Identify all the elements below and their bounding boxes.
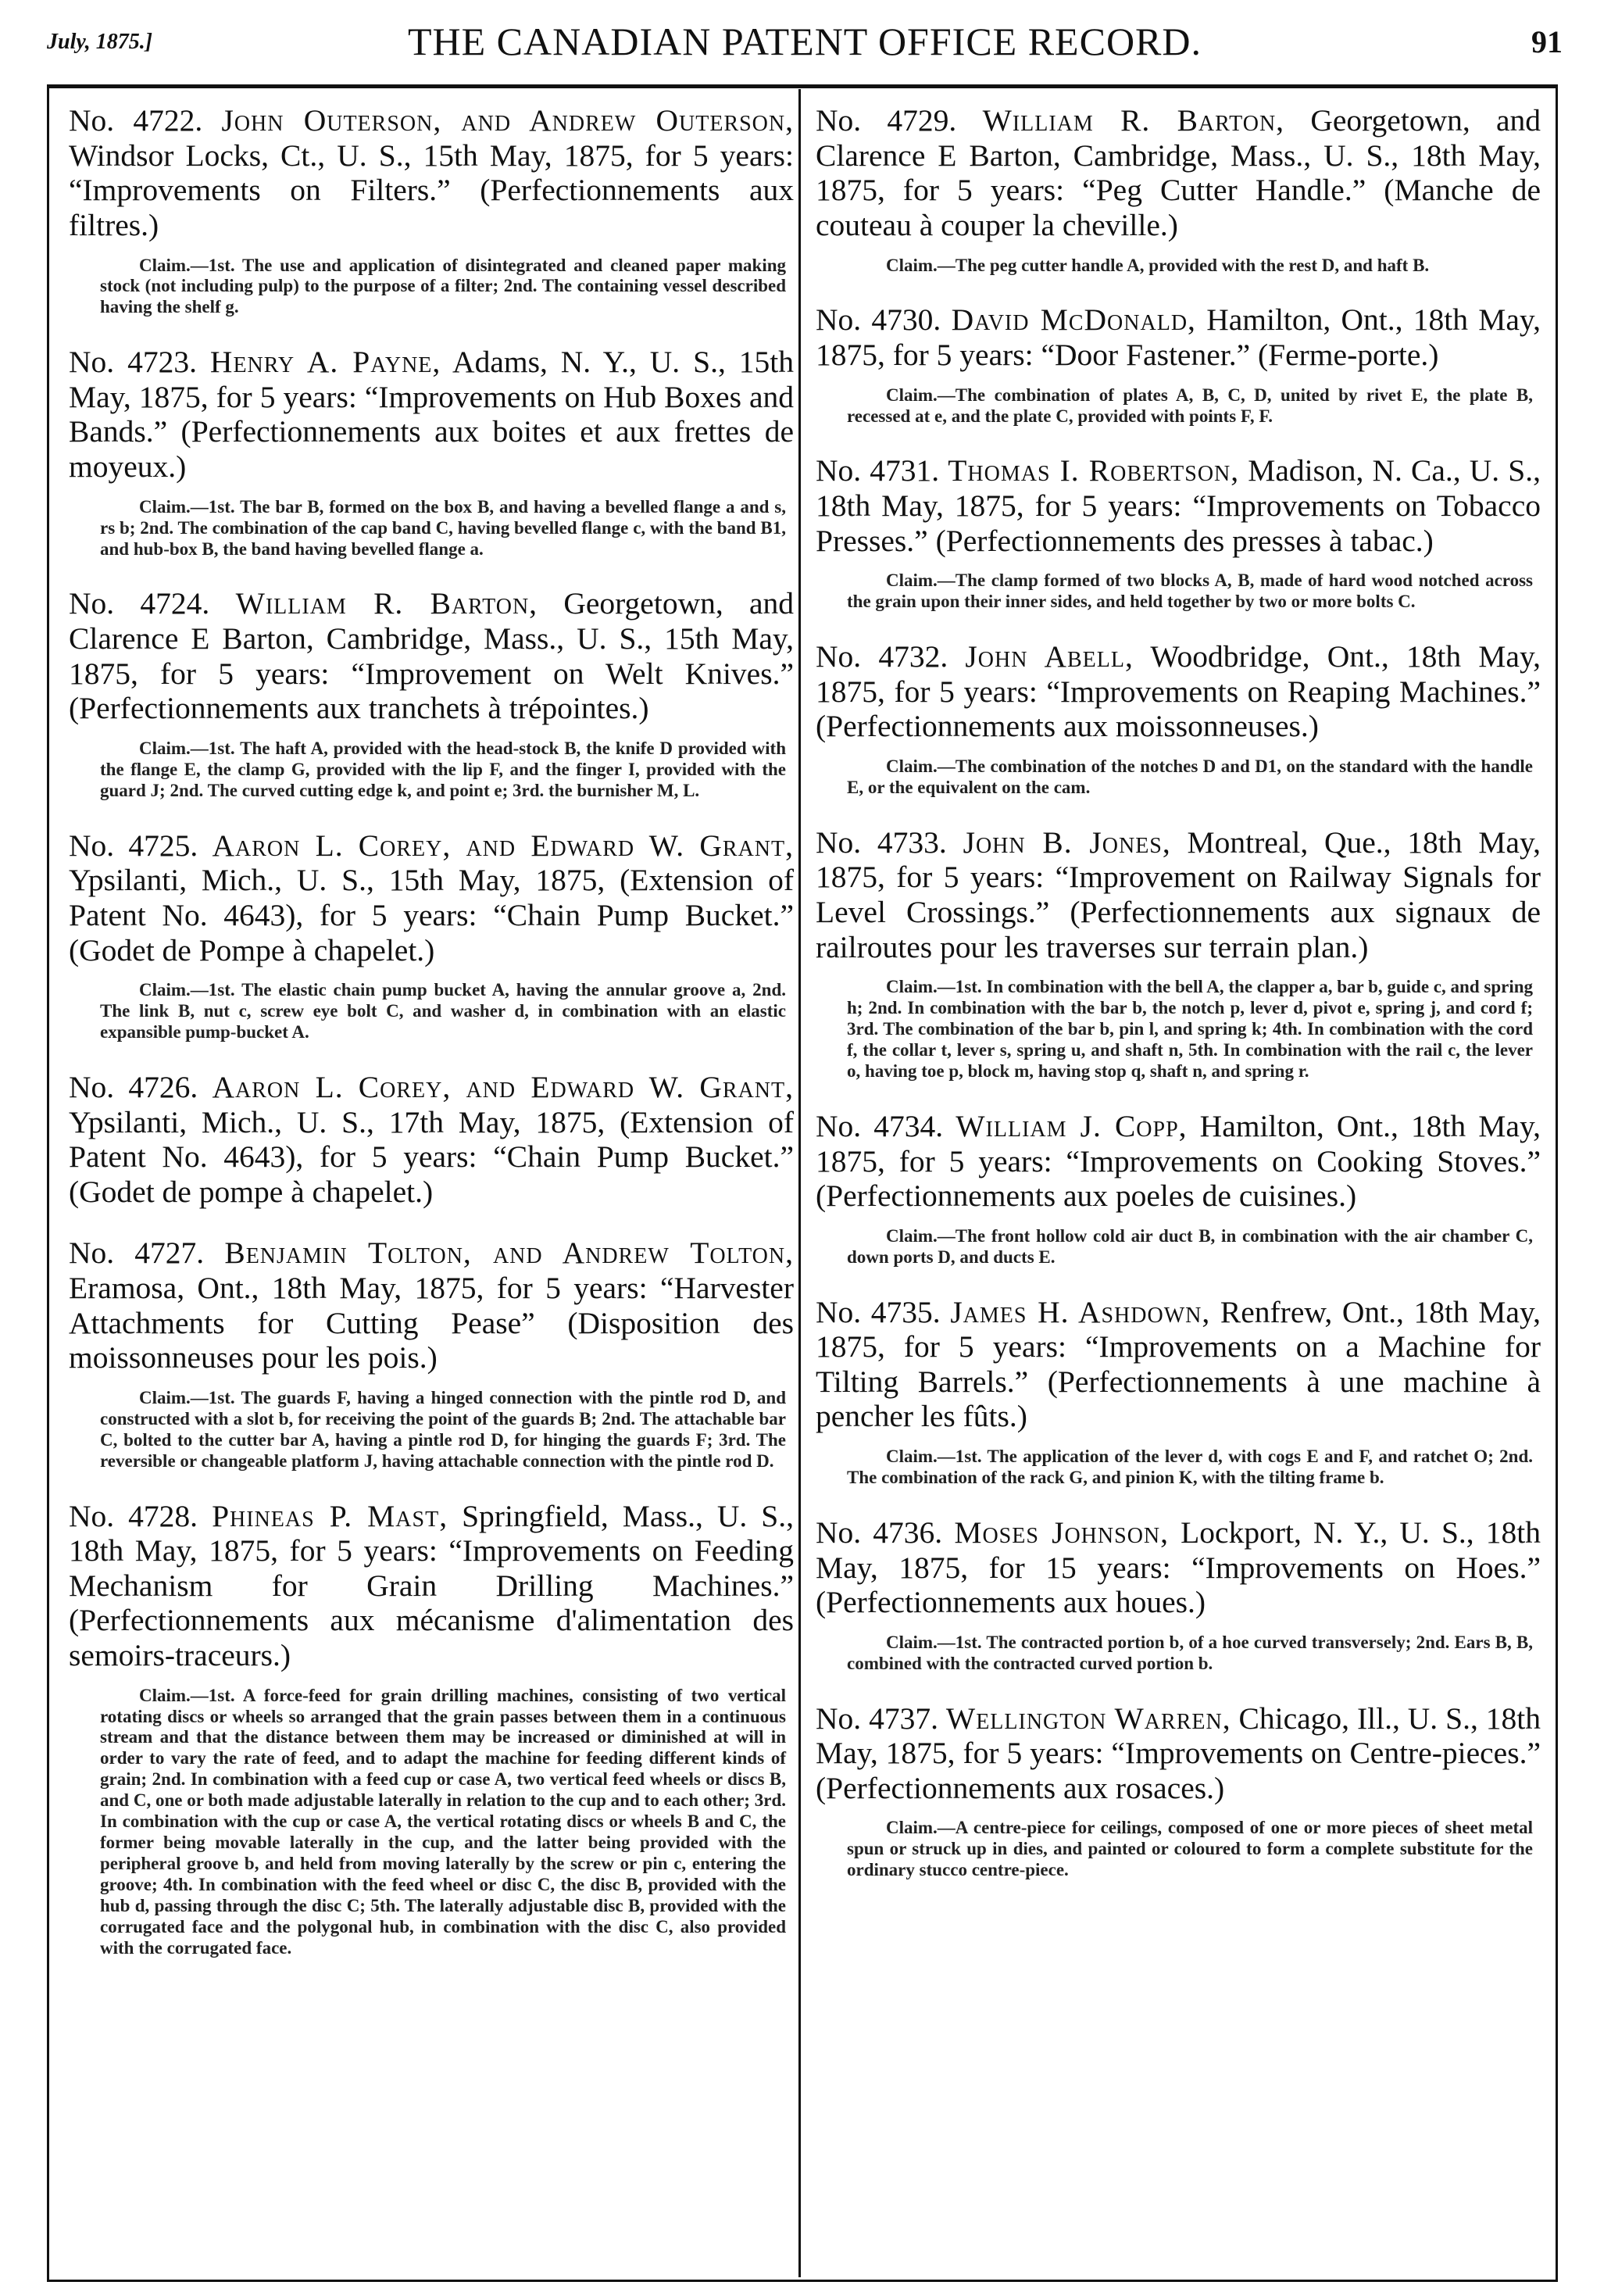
patent-number: No. 4737. xyxy=(816,1701,938,1736)
patent-claim: Claim.—1st. The use and application of disintegrated and cleaned paper making stock (not including pulp) to the purpose of a filter; 2nd. The containing vessel described having the shelf g. xyxy=(100,255,786,317)
patent-entry xyxy=(69,345,794,560)
patent-entry xyxy=(69,1070,794,1210)
patent-heading xyxy=(816,825,1541,965)
inventor-name: David McDonald, xyxy=(951,302,1196,338)
patent-entry xyxy=(816,825,1541,1082)
publication-title: THE CANADIAN PATENT OFFICE RECORD. xyxy=(407,20,1202,63)
patent-details: Adams, N. Y., U. S., 15th May, 1875, for 5 years: “Improvements on Hub Boxes and Bands.” (Perfectionnements aux boites et aux frettes de moyeux.) xyxy=(69,345,794,485)
patent-number: No. 4731. xyxy=(816,453,940,488)
patent-details: Hamilton, Ont., 18th May, 1875, for 5 years: “Improvements on Cooking Stoves.” (Perfectionnements aux poeles de cuisines.) xyxy=(816,1108,1541,1214)
inventor-name: John Abell, xyxy=(965,639,1134,674)
patent-number: No. 4722. xyxy=(69,103,203,138)
patent-number: No. 4736. xyxy=(816,1515,943,1550)
patent-claim: Claim.—1st. The contracted portion b, of a hoe curved transversely; 2nd. Ears B, B, combined with the contracted curved portion b. xyxy=(847,1632,1533,1673)
patent-number: No. 4725. xyxy=(69,828,198,863)
patent-number: No. 4730. xyxy=(816,302,941,338)
patent-claim: Claim.—1st. In combination with the bell A, the clapper a, bar b, guide c, and spring h; 2nd. In combination with the bar b, the notch p, lever d, pivot e, spring j, and cord f; 3rd. The combination of the bar b, pin l, and spring k; 4th. In combination with the cord f, the collar t, lever s, spring u, and shaft n, 5th. In combination with the rail c, the lever o, having toe p, block m, having stop q, shaft n, and spring r. xyxy=(847,977,1533,1081)
issue-date: July, 1875.] xyxy=(47,30,153,54)
patent-details: Eramosa, Ont., 18th May, 1875, for 5 years: “Harvester Attachments for Cutting Pease” (Disposition des moissonneuses pour les pois.) xyxy=(69,1271,794,1375)
inventor-name: William R. Barton, xyxy=(982,103,1285,138)
patent-entry xyxy=(69,828,794,1043)
patent-entry xyxy=(69,103,794,318)
inventor-name: Moses Johnson, xyxy=(954,1515,1170,1550)
patent-heading xyxy=(816,103,1541,243)
patent-heading xyxy=(69,103,794,243)
patent-heading xyxy=(816,1701,1541,1806)
patent-heading xyxy=(69,586,794,726)
inventor-name: Thomas I. Robertson, xyxy=(948,453,1240,488)
patent-entry xyxy=(816,453,1541,613)
page-number: 91 xyxy=(1531,24,1563,59)
page-header xyxy=(47,14,1563,77)
patent-heading xyxy=(69,828,794,968)
patent-heading xyxy=(69,1499,794,1673)
patent-entry xyxy=(816,1109,1541,1268)
patent-claim: Claim.—1st. The bar B, formed on the box B, and having a bevelled flange a and s, rs b; 2nd. The combination of the cap band C, having bevelled flange c, with the band B1, and hub-box B, the band having bevelled flange a. xyxy=(100,496,786,559)
inventor-name: Benjamin Tolton, and Andrew Tolton, xyxy=(224,1236,794,1271)
patent-number: No. 4728. xyxy=(69,1498,198,1533)
inventor-name: William J. Copp, xyxy=(956,1108,1188,1143)
inventor-name: William R. Barton, xyxy=(235,586,538,621)
patent-heading xyxy=(69,345,794,485)
patent-heading xyxy=(69,1070,794,1210)
inventor-name: Henry A. Payne, xyxy=(209,345,441,380)
patent-entry xyxy=(816,1515,1541,1675)
patent-claim: Claim.—The front hollow cold air duct B, in combination with the air chamber C, down ports D, and ducts E. xyxy=(847,1225,1533,1267)
inventor-name: James H. Ashdown, xyxy=(950,1294,1211,1329)
patent-details: Renfrew, Ont., 18th May, 1875, for 5 years: “Improvements on a Machine for Tilting Barrels.” (Perfectionnements à une machine à pencher les fûts.) xyxy=(816,1294,1541,1434)
patent-number: No. 4723. xyxy=(69,345,197,380)
patent-details: Woodbridge, Ont., 18th May, 1875, for 5 years: “Improvements on Reaping Machines.” (Perfectionnements aux moissonneuses.) xyxy=(816,639,1541,744)
patent-entry xyxy=(69,1499,794,1959)
left-column xyxy=(69,103,794,1985)
patent-heading xyxy=(816,1295,1541,1435)
patent-claim: Claim.—1st. The guards F, having a hinged connection with the pintle rod D, and constructed with a slot b, for receiving the point of the guards B; 2nd. The attachable bar C, bolted to the cutter bar A, having a pintle rod D, for hinging the guards F; 3rd. The reversible or changeable platform J, having attachable connection with the pintle rod D. xyxy=(100,1387,786,1471)
inventor-name: Wellington Warren, xyxy=(945,1701,1231,1736)
patent-entry xyxy=(816,302,1541,427)
patent-entry xyxy=(816,639,1541,799)
patent-heading xyxy=(816,639,1541,744)
patent-heading xyxy=(816,302,1541,372)
patent-claim: Claim.—1st. A force-feed for grain drilling machines, consisting of two vertical rotating discs or wheels so arranged that the grain passes between them in a continuous stream and that the distance between them may be increased or diminished at will in order to vary the rate of feed, and to adapt the machine for feeding different kinds of grain; 2nd. In combination with a feed cup or case A, two vertical feed wheels or discs B, and C, one or both made adjustable laterally in relation to the cup and to each other; 3rd. In combination with the cup or case A, the vertical rotating discs or wheels B and C, the former being movable laterally in the cup, and the latter being provided with the peripheral groove b, and held from moving laterally by the screw or pin c, entering the groove; 4th. In combination with the feed wheel or disc C, the disc B, provided with the hub d, passing through the disc C; 5th. The laterally adjustable disc B, provided with the corrugated face and the polygonal hub, in combination with the disc C, also provided with the corrugated face. xyxy=(100,1685,786,1958)
inventor-name: John Outerson, and Andrew Outerson, xyxy=(221,103,795,138)
patent-claim: Claim.—The clamp formed of two blocks A, B, made of hard wood notched across the grain upon their inner sides, and held together by two or more bolts C. xyxy=(847,570,1533,612)
patent-entry xyxy=(816,1295,1541,1489)
patent-number: No. 4729. xyxy=(816,103,957,138)
patent-details: Hamilton, Ont., 18th May, 1875, for 5 years: “Door Fastener.” (Ferme-porte.) xyxy=(816,302,1541,373)
patent-details: Ypsilanti, Mich., U. S., 15th May, 1875, (Extension of Patent No. 4643), for 5 years: “Chain Pump Bucket.” (Godet de Pompe à chapelet.) xyxy=(69,863,794,967)
patent-number: No. 4724. xyxy=(69,586,210,621)
inventor-name: Phineas P. Mast, xyxy=(212,1498,448,1533)
patent-claim: Claim.—A centre-piece for ceilings, composed of one or more pieces of sheet metal spun or struck up in dies, and painted or coloured to form a complete substitute for the ordinary stucco centre-piece. xyxy=(847,1818,1533,1880)
patent-details: Lockport, N. Y., U. S., 18th May, 1875, for 15 years: “Improvements on Hoes.” (Perfectionnements aux houes.) xyxy=(816,1515,1541,1620)
patent-details: Georgetown, and Clarence E Barton, Cambridge, Mass., U. S., 18th May, 1875, for 5 years: “Peg Cutter Handle.” (Manche de couteau à couper la cheville.) xyxy=(816,103,1541,242)
patent-entry xyxy=(69,586,794,801)
inventor-name: John B. Jones, xyxy=(963,824,1171,860)
patent-details: Windsor Locks, Ct., U. S., 15th May, 1875, for 5 years: “Improvements on Filters.” (Perfectionnements aux filtres.) xyxy=(69,138,794,242)
patent-number: No. 4734. xyxy=(816,1108,944,1143)
patent-number: No. 4732. xyxy=(816,639,948,674)
patent-claim: Claim.—1st. The application of the lever d, with cogs E and F, and ratchet O; 2nd. The combination of the rack G, and pinion K, with the tilting frame b. xyxy=(847,1447,1533,1487)
patent-claim: Claim.—The combination of the notches D and D1, on the standard with the handle E, or the equivalent on the cam. xyxy=(847,756,1533,797)
patent-heading xyxy=(816,1515,1541,1620)
patent-claim: Claim.—The peg cutter handle A, provided with the rest D, and haft B. xyxy=(886,255,1430,275)
patent-number: No. 4727. xyxy=(69,1236,205,1271)
patent-details: Ypsilanti, Mich., U. S., 17th May, 1875, (Extension of Patent No. 4643), for 5 years: “Chain Pump Bucket.” (Godet de pompe à chapelet.) xyxy=(69,1104,794,1209)
patent-heading xyxy=(69,1236,794,1375)
patent-entry xyxy=(69,1236,794,1472)
patent-details: Montreal, Que., 18th May, 1875, for 5 years: “Improvement on Railway Signals for Level Crossings.” (Perfectionnements aux signaux de railroutes pour les traverses sur terrain plan.) xyxy=(816,824,1541,964)
patent-number: No. 4735. xyxy=(816,1294,941,1329)
patent-claim: Claim.—1st. The haft A, provided with the head-stock B, the knife D provided with the flange E, the clamp G, provided with the lip F, and the finger I, provided with the guard J; 2nd. The curved cutting edge k, and point e; 3rd. the burnisher M, L. xyxy=(100,738,786,800)
column-divider xyxy=(798,89,801,2277)
patent-claim: Claim.—1st. The elastic chain pump bucket A, having the annular groove a, 2nd. The link B, nut c, screw eye bolt C, and washer d, in combination with an elastic expansible pump-bucket A. xyxy=(100,980,786,1042)
patent-details: Madison, N. Ca., U. S., 18th May, 1875, for 5 years: “Improvements on Tobacco Presses.” (Perfectionnements des presses à tabac.) xyxy=(816,453,1541,558)
patent-entry xyxy=(816,103,1541,276)
patent-claim: Claim.—The combination of plates A, B, C, D, united by rivet E, the plate B, recessed at e, and the plate C, provided with points F, F. xyxy=(847,384,1533,426)
right-column xyxy=(816,103,1541,1908)
patent-details: Georgetown, and Clarence E Barton, Cambridge, Mass., U. S., 15th May, 1875, for 5 years: “Improvement on Welt Knives.” (Perfectionnements aux tranchets à trépointes.) xyxy=(69,586,795,726)
patent-heading xyxy=(816,1109,1541,1214)
patent-details: Chicago, Ill., U. S., 18th May, 1875, for 5 years: “Improvements on Centre-pieces.” (Perfectionnements aux rosaces.) xyxy=(816,1701,1541,1805)
patent-number: No. 4726. xyxy=(69,1069,198,1104)
patent-heading xyxy=(816,453,1541,558)
patent-number: No. 4733. xyxy=(816,824,947,860)
patent-entry xyxy=(816,1701,1541,1882)
inventor-name: Aaron L. Corey, and Edward W. Grant, xyxy=(212,828,795,863)
inventor-name: Aaron L. Corey, and Edward W. Grant, xyxy=(212,1069,795,1104)
patent-details: Springfield, Mass., U. S., 18th May, 1875, for 5 years: “Improvements on Feeding Mechanism for Grain Drilling Machines.” (Perfectionnements aux mécanisme d'alimentation des semoirs-traceurs.) xyxy=(69,1498,795,1672)
